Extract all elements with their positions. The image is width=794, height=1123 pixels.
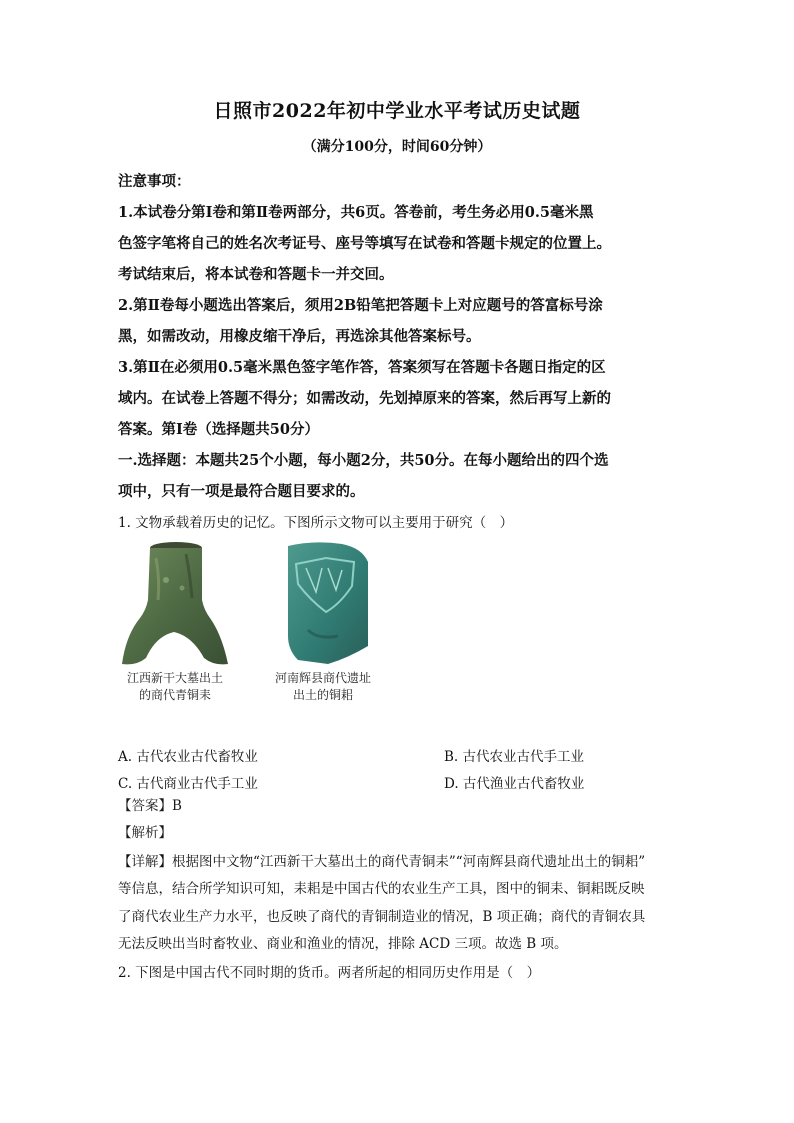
notice-line: 项中，只有一项是最符合题目要求的。 (118, 483, 365, 500)
analysis-label: 【解析】 (118, 825, 172, 841)
notice-line: 域内。在试卷上答题不得分；如需改动，先划掉原来的答案，然后再写上新的 (118, 390, 611, 407)
figure-caption: 出土的铜耜 (292, 688, 353, 702)
detail-block (118, 849, 680, 959)
question-2-stem: 2. 下图是中国古代不同时期的货币。两者所起的相同历史作用是（ ） (118, 965, 541, 981)
detail-line: 等信息，结合所学知识可知，耒耜是中国古代的农业生产工具，图中的铜耒、铜耜既反映 (118, 881, 645, 898)
figure-caption: 河南辉县商代遗址 (274, 671, 371, 685)
artifact-copper-si (258, 540, 388, 704)
notice-line: 2.第Ⅱ卷每小题选出答案后，须用2B铅笔把答题卡上对应题号的答富标号涂 (118, 297, 603, 314)
option-a[interactable]: A. 古代农业古代畜牧业 (118, 749, 258, 765)
option-d[interactable]: D. 古代渔业古代畜牧业 (444, 776, 585, 792)
answer-label: 【答案】B (118, 798, 182, 814)
detail-line: 了商代农业生产力水平，也反映了商代的青铜制造业的情况，B 项正确；商代的青铜农具 (118, 908, 646, 925)
notice-line: 黑，如需改动，用橡皮缩干净后，再选涂其他答案标号。 (118, 328, 481, 345)
notice-line: 考试结束后，将本试卷和答题卡一并交回。 (118, 266, 394, 283)
artifact-bronze-lei (116, 540, 234, 704)
figure-caption: 江西新干大墓出土 (126, 671, 223, 685)
notice-block (118, 166, 678, 507)
notice-heading: 注意事项： (118, 173, 191, 190)
bronze-lei-image (116, 540, 234, 670)
notice-line: 1.本试卷分第Ⅰ卷和第Ⅱ卷两部分，共6页。答卷前，考生务必用0.5毫米黑 (118, 204, 594, 221)
option-c[interactable]: C. 古代商业古代手工业 (118, 776, 258, 792)
notice-line: 一.选择题：本题共25个小题，每小题2分，共50分。在每小题给出的四个选 (118, 452, 609, 469)
notice-line: 答案。第Ⅰ卷（选择题共50分） (118, 421, 319, 438)
detail-line: 【详解】根据图中文物“江西新干大墓出土的商代青铜耒”“河南辉县商代遗址出土的铜耜” (118, 854, 646, 870)
figure-caption: 的商代青铜耒 (138, 688, 211, 702)
copper-si-image (258, 540, 388, 670)
detail-line: 无法反映出当时畜牧业、商业和渔业的情况，排除 ACD 三项。故选 B 项。 (118, 936, 568, 953)
notice-line: 3.第Ⅱ在必须用0.5毫米黑色签字笔作答，答案须写在答题卡各题日指定的区 (118, 359, 606, 376)
question-1-stem: 1. 文物承载着历史的记忆。下图所示文物可以主要用于研究（ ） (118, 515, 514, 531)
option-b[interactable]: B. 古代农业古代手工业 (444, 749, 585, 765)
exam-title: 日照市2022年初中学业水平考试历史试题 (213, 100, 581, 122)
exam-subtitle: （满分100分，时间60分钟） (302, 139, 492, 155)
answer-block (118, 793, 678, 847)
notice-line: 色签字笔将自己的姓名次考证号、座号等填写在试卷和答题卡规定的位置上。 (118, 235, 611, 252)
